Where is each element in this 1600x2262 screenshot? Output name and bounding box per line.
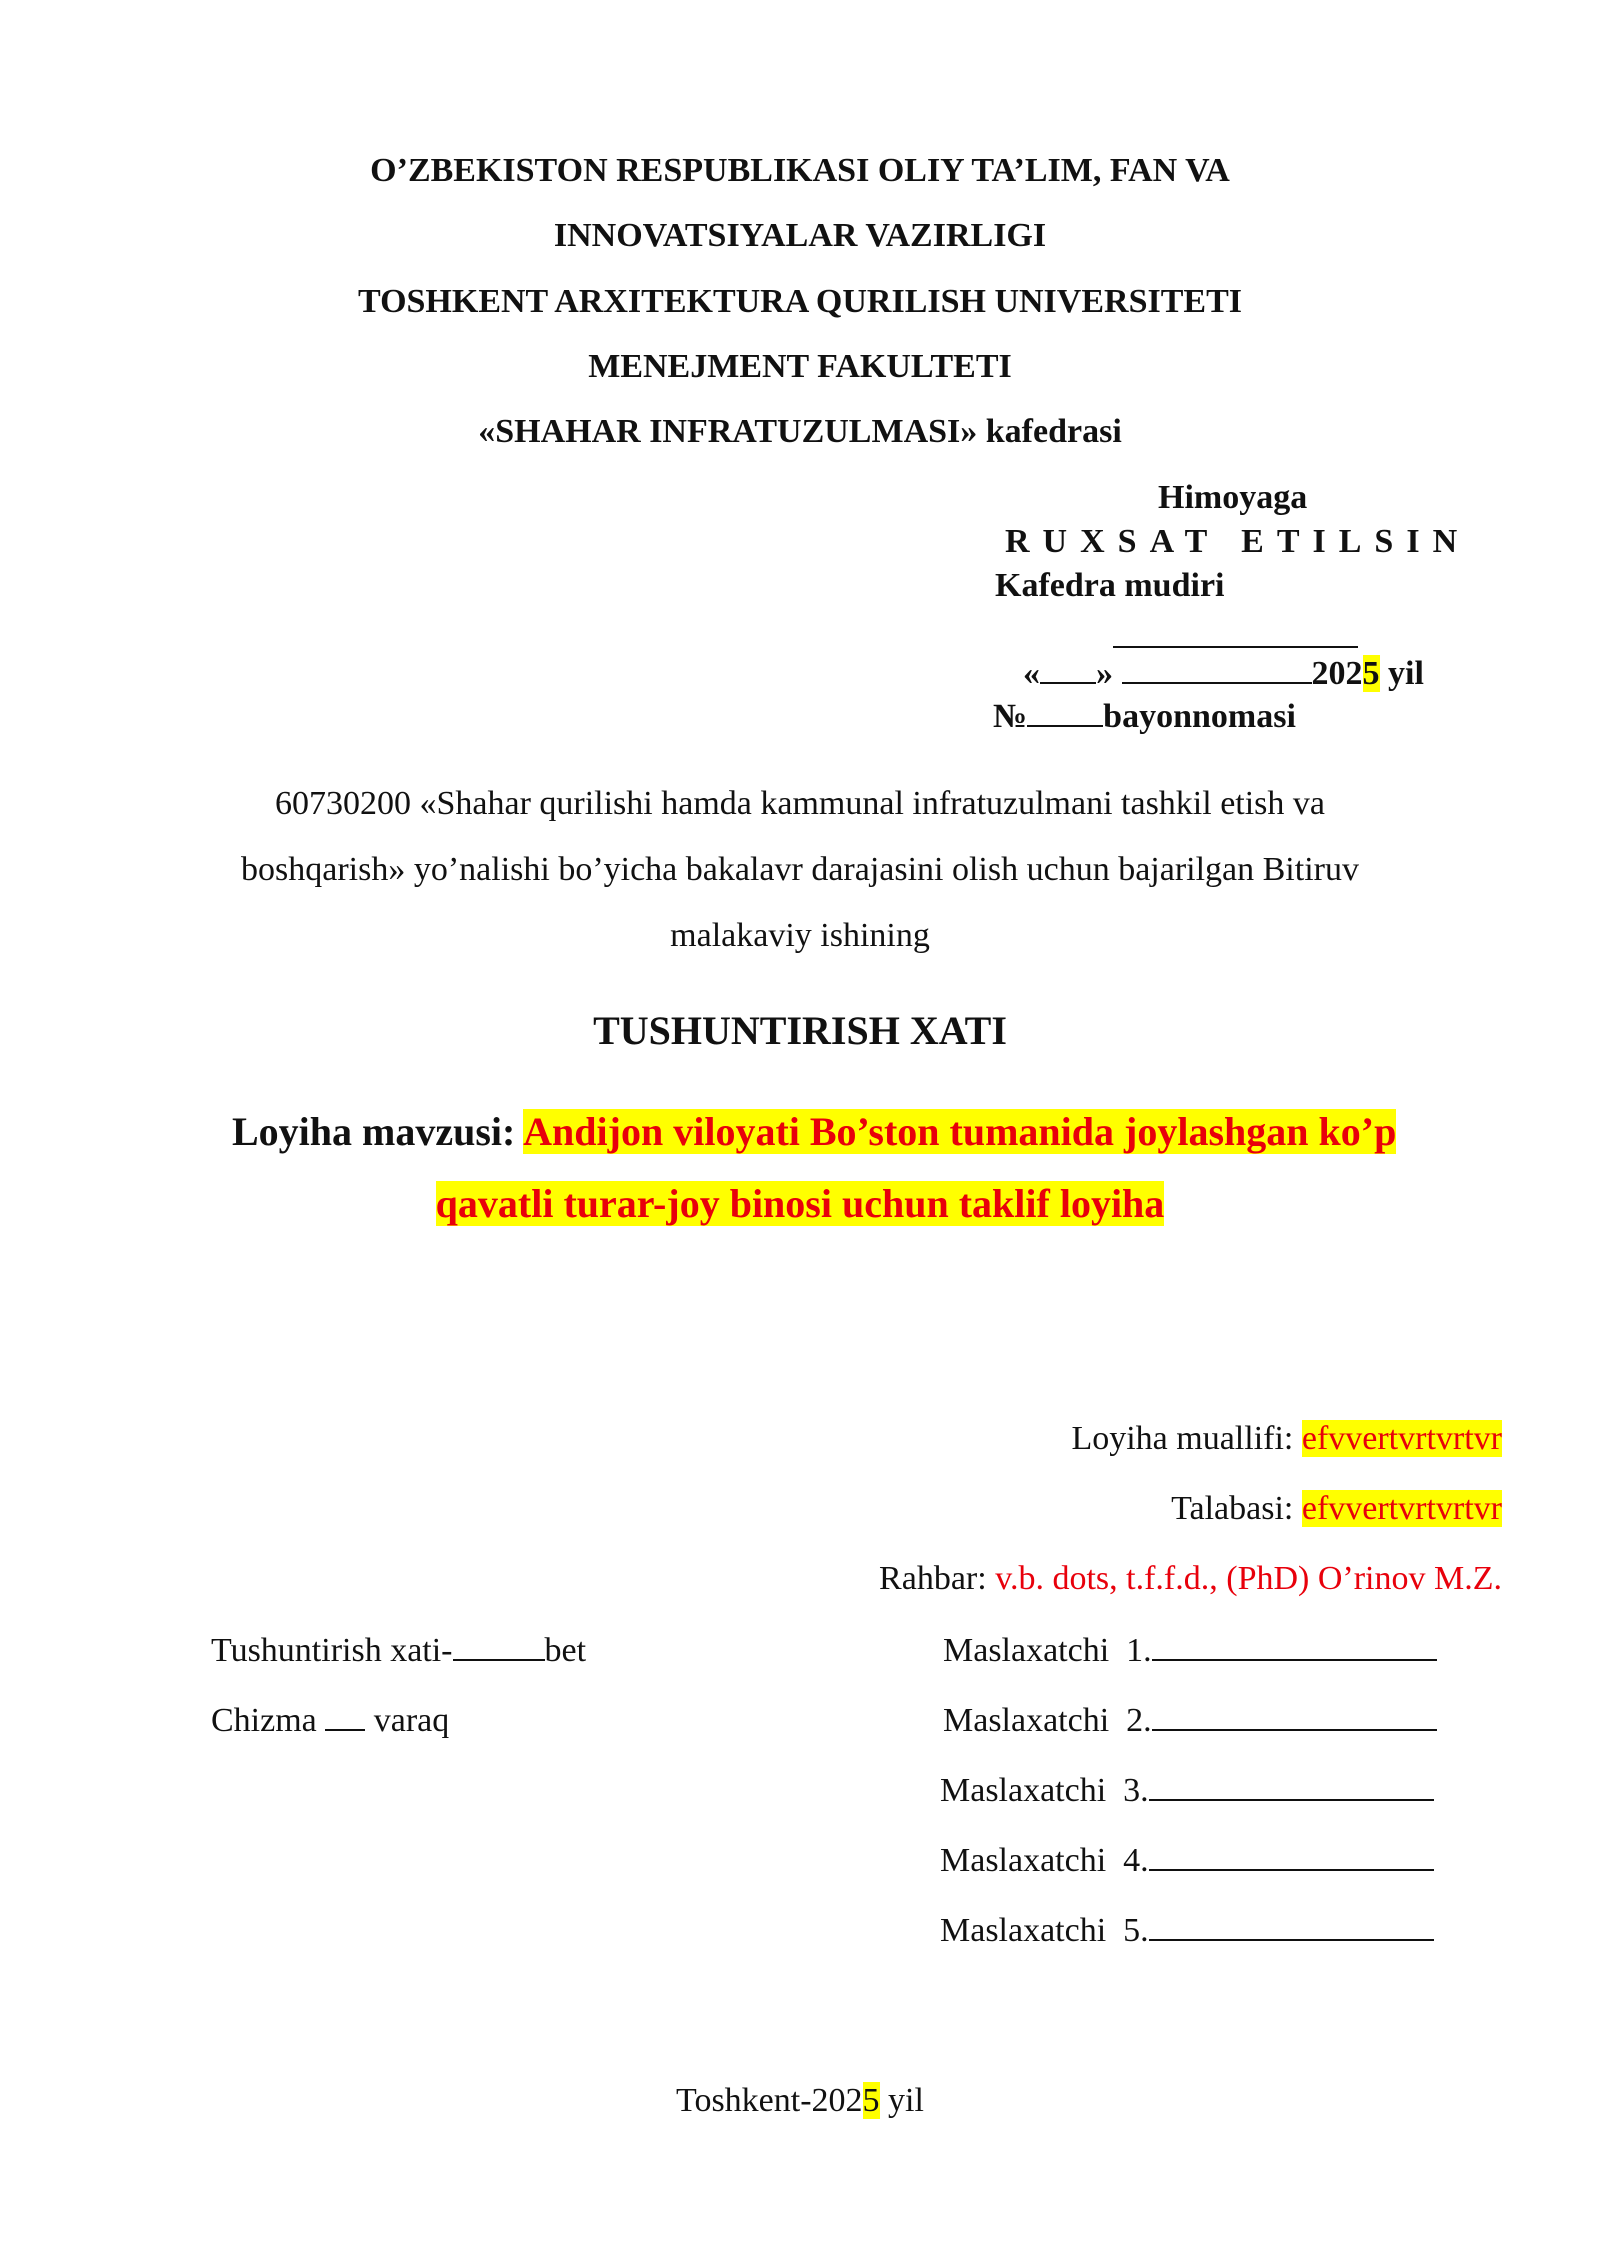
description-line-1: 60730200 «Shahar qurilishi hamda kammunal infratuzulmani tashkil etish va — [274, 785, 1325, 822]
project-topic-part-2: qavatli turar-joy binosi uchun taklif loyiha — [435, 1181, 1165, 1226]
author-value: efvvertvrtvrtvr — [1301, 1420, 1502, 1457]
approval-himoyaga: Himoyaga — [1158, 479, 1308, 516]
consultant-label: Maslaxatchi — [943, 1632, 1110, 1669]
description-line-2: boshqarish» yo’nalishi bo’yicha bakalavr darajasini olish uchun bajarilgan Bitiruv — [241, 851, 1359, 888]
pages-label: Tushuntirish xati- — [211, 1632, 453, 1669]
consultant-row-3 — [940, 1772, 1434, 1810]
approval-kafedra-mudiri: Kafedra mudiri — [995, 567, 1225, 604]
consultant-signature-blank — [1152, 1725, 1437, 1731]
consultant-number: 4. — [1123, 1842, 1149, 1879]
approval-date-line — [1023, 655, 1424, 693]
supervisor-label: Rahbar: — [879, 1560, 987, 1597]
footer-year-suffix: yil — [879, 2082, 924, 2119]
consultant-number: 5. — [1123, 1912, 1149, 1949]
consultant-label: Maslaxatchi — [943, 1702, 1110, 1739]
student-label: Talabasi: — [1171, 1490, 1294, 1527]
drawings-blank — [325, 1725, 365, 1731]
year-highlight: 5 — [1362, 655, 1380, 692]
footer-city-year — [0, 2082, 1600, 2120]
pages-suffix: bet — [544, 1632, 587, 1669]
consultant-label: Maslaxatchi — [940, 1772, 1107, 1809]
consultant-signature-blank — [1149, 1865, 1434, 1871]
supervisor-value: v.b. dots, t.f.f.d., (PhD) O’rinov M.Z. — [995, 1560, 1502, 1597]
supervisor-row — [879, 1560, 1502, 1598]
drawings-count-row — [211, 1702, 449, 1740]
consultant-number: 1. — [1126, 1632, 1152, 1669]
project-topic-part-1: Andijon viloyati Bo’ston tumanida joylashgan ko’p — [523, 1109, 1397, 1154]
date-close-quote: » — [1096, 655, 1113, 692]
ministry-line-1: O’ZBEKISTON RESPUBLIKASI OLIY TA’LIM, FAN VA — [370, 152, 1230, 189]
drawings-suffix: varaq — [373, 1702, 450, 1739]
month-blank — [1122, 678, 1312, 684]
protocol-label: bayonnomasi — [1103, 698, 1296, 735]
consultant-number: 2. — [1126, 1702, 1152, 1739]
consultant-label: Maslaxatchi — [940, 1912, 1107, 1949]
number-sign: № — [993, 698, 1028, 735]
protocol-number-blank — [1027, 721, 1103, 727]
author-row — [1071, 1420, 1502, 1458]
project-label: Loyiha mavzusi: — [232, 1109, 516, 1154]
ministry-line-2: INNOVATSIYALAR VAZIRLIGI — [553, 217, 1047, 254]
faculty-name: MENEJMENT FAKULTETI — [588, 348, 1012, 385]
consultant-row-5 — [940, 1912, 1434, 1950]
consultant-number: 3. — [1123, 1772, 1149, 1809]
consultant-label: Maslaxatchi — [940, 1842, 1107, 1879]
university-name: TOSHKENT ARXITEKTURA QURILISH UNIVERSITETI — [358, 283, 1242, 320]
protocol-line — [993, 698, 1296, 736]
consultant-signature-blank — [1149, 1795, 1434, 1801]
department-name: «SHAHAR INFRATUZULMASI» kafedrasi — [478, 413, 1122, 450]
approval-ruxsat: RUXSAT ETILSIN — [1005, 523, 1471, 560]
project-topic-line-2 — [0, 1180, 1600, 1227]
student-value: efvvertvrtvrtvr — [1301, 1490, 1502, 1527]
footer-city-prefix: Toshkent-202 — [676, 2082, 863, 2119]
pages-blank — [453, 1655, 545, 1661]
author-label: Loyiha muallifi: — [1071, 1420, 1294, 1457]
signature-line — [1113, 612, 1358, 648]
pages-count-row — [211, 1632, 586, 1670]
footer-year-highlight: 5 — [862, 2082, 880, 2119]
consultant-signature-blank — [1149, 1935, 1434, 1941]
date-open-quote: « — [1023, 655, 1040, 692]
consultant-row-4 — [940, 1842, 1434, 1880]
consultant-signature-blank — [1152, 1655, 1437, 1661]
document-title: TUSHUNTIRISH XATI — [593, 1008, 1007, 1053]
consultant-row-1 — [943, 1632, 1437, 1670]
consultant-row-2 — [943, 1702, 1437, 1740]
year-suffix: yil — [1379, 655, 1424, 692]
year-prefix: 202 — [1311, 655, 1363, 692]
student-row — [1171, 1490, 1502, 1528]
drawings-label: Chizma — [211, 1702, 317, 1739]
day-blank — [1040, 678, 1096, 684]
project-topic-line-1 — [232, 1108, 1396, 1155]
description-line-3: malakaviy ishining — [670, 917, 930, 954]
